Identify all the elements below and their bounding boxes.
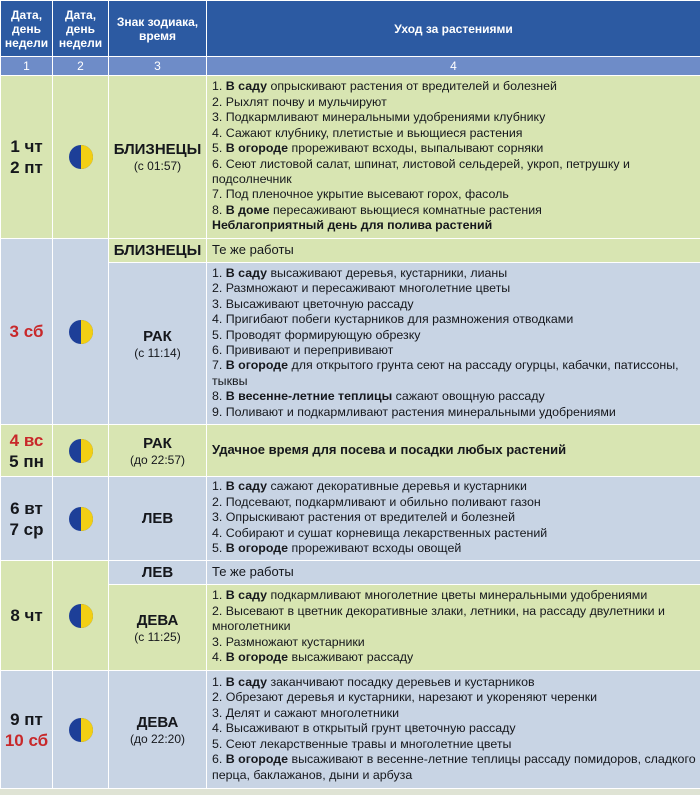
care-item-number: 8. xyxy=(212,202,226,217)
zodiac-cell xyxy=(109,585,207,671)
care-item-number: 1. xyxy=(212,79,226,94)
care-item-place: В огороде xyxy=(225,752,289,767)
moon-cell xyxy=(53,76,109,239)
care-item-number: 5. xyxy=(212,327,226,342)
care-item-place: В огороде xyxy=(225,358,289,373)
care-item-number: 6. xyxy=(212,343,226,357)
care-item-number: 1. xyxy=(212,588,226,603)
care-item-text: сажают декоративные деревья и кустарники xyxy=(267,479,527,494)
care-text: Те же работы xyxy=(212,564,294,580)
care-item xyxy=(212,110,696,125)
zodiac-time: (до 22:57) xyxy=(129,452,186,467)
zodiac-name: ДЕВА xyxy=(136,611,179,629)
care-item-number: 4. xyxy=(212,125,226,140)
care-item-number: 2. xyxy=(212,281,226,296)
column-number-1: 1 xyxy=(1,57,53,76)
care-item-text: Собирают и сушат корневища лекарственных растений xyxy=(225,525,548,540)
care-item-text: Сажают клубнику, плетистые и вьющиеся растения xyxy=(225,125,523,140)
care-item-text: Поливают и подкармливают растения минеральными удобрениями xyxy=(225,404,616,419)
care-item-text: высаживают в весенне-летние теплицы рассаду помидоров, сладкого перца, баклажанов, дыни и арбуза xyxy=(212,752,696,782)
zodiac-name: БЛИЗНЕЦЫ xyxy=(113,141,202,158)
moon-phase-icon xyxy=(68,144,94,170)
care-item xyxy=(212,95,696,110)
care-item-text: Размножают кустарники xyxy=(225,634,365,649)
zodiac-cell xyxy=(109,239,207,263)
care-item-number: 5. xyxy=(212,141,226,156)
zodiac-cell xyxy=(109,263,207,425)
care-item xyxy=(212,343,696,358)
care-item xyxy=(212,706,696,721)
date-day: 7 ср xyxy=(9,519,44,539)
care-item-number: 3. xyxy=(212,110,226,125)
care-item-number: 3. xyxy=(212,510,226,525)
care-item-place: В саду xyxy=(225,479,268,494)
moon-cell xyxy=(53,561,109,671)
care-cell xyxy=(207,425,700,477)
care-item-place: В доме xyxy=(225,202,270,217)
column-number-2: 2 xyxy=(53,57,109,76)
care-item-text: Пригибают побеги кустарников для размножения отводками xyxy=(225,312,574,327)
care-item-text: высаживают деревья, кустарники, лианы xyxy=(267,265,508,280)
care-item-text: высаживают рассаду xyxy=(288,650,414,665)
moon-cell xyxy=(53,477,109,561)
zodiac-name: ЛЕВ xyxy=(141,509,174,527)
care-item xyxy=(212,297,696,312)
moon-cell xyxy=(53,425,109,477)
care-item xyxy=(212,141,696,156)
care-item-text: прореживают всходы овощей xyxy=(288,541,462,556)
care-item-number: 3. xyxy=(212,634,226,649)
care-cell xyxy=(207,477,700,561)
header-zodiac: Знак зодиака, время xyxy=(109,1,207,57)
column-number-3: 3 xyxy=(109,57,207,76)
zodiac-time: (с 01:57) xyxy=(133,159,182,173)
care-item xyxy=(212,495,696,510)
care-item-number: 4. xyxy=(212,525,226,540)
care-item-text: Высаживают цветочную рассаду xyxy=(225,296,414,311)
zodiac-name: ДЕВА xyxy=(136,713,179,731)
care-item xyxy=(212,479,696,494)
care-cell xyxy=(207,76,700,239)
care-item-place: В саду xyxy=(225,79,268,94)
date-day: 5 пн xyxy=(9,451,44,471)
care-item-text: Под пленочное укрытие высевают горох, фасоль xyxy=(225,187,509,202)
care-item xyxy=(212,737,696,752)
date-day: 6 вт xyxy=(10,498,43,518)
date-cell xyxy=(1,561,53,671)
date-cell xyxy=(1,477,53,561)
care-cell xyxy=(207,585,700,671)
care-item-text: Подсевают, подкармливают и обильно поливают газон xyxy=(225,494,541,509)
moon-phase-icon xyxy=(68,506,94,532)
care-item-number: 5. xyxy=(212,541,226,556)
zodiac-name: РАК xyxy=(143,327,172,345)
care-item-place: В огороде xyxy=(225,541,289,556)
care-item-number: 2. xyxy=(212,690,226,705)
care-item-text: Обрезают деревья и кустарники, нарезают и укореняют черенки xyxy=(225,690,598,705)
care-text: Те же работы xyxy=(212,242,294,258)
care-item-number: 6. xyxy=(212,752,226,767)
zodiac-cell xyxy=(109,561,207,585)
care-item-number: 1. xyxy=(212,265,226,280)
care-item-number: 3. xyxy=(212,296,226,311)
care-item-text: Проводят формирующую обрезку xyxy=(225,327,421,342)
header-care: Уход за растениями xyxy=(207,1,700,57)
date-day: 4 вс xyxy=(9,430,44,450)
care-item xyxy=(212,541,696,556)
care-item-text: для открытого грунта сеют на рассаду огурцы, кабачки, патиссоны, тыквы xyxy=(212,358,679,388)
care-item-number: 5. xyxy=(212,736,226,751)
date-day: 2 пт xyxy=(10,158,43,177)
column-number-4: 4 xyxy=(207,57,700,76)
care-item-place: В саду xyxy=(225,265,268,280)
care-item xyxy=(212,650,696,665)
care-item xyxy=(212,635,696,650)
care-item-text: опрыскивают растения от вредителей и болезней xyxy=(267,79,557,94)
care-cell xyxy=(207,263,700,425)
care-item xyxy=(212,588,696,603)
care-item xyxy=(212,358,696,389)
care-item-number: 2. xyxy=(212,603,226,618)
moon-phase-icon xyxy=(68,717,94,743)
care-item-number: 9. xyxy=(212,404,226,419)
care-item xyxy=(212,187,696,202)
care-item-place: В огороде xyxy=(225,141,289,156)
moon-phase-icon xyxy=(68,438,94,464)
care-item-number: 7. xyxy=(212,187,226,202)
care-item-place: В саду xyxy=(225,675,268,690)
care-item-place: В весенне-летние теплицы xyxy=(225,389,393,404)
care-item xyxy=(212,203,696,218)
care-item-number: 2. xyxy=(212,494,226,509)
care-item-number: 6. xyxy=(212,156,226,171)
zodiac-name: ЛЕВ xyxy=(141,563,174,581)
care-item-number: 1. xyxy=(212,479,226,494)
care-item-number: 4. xyxy=(212,312,226,327)
moon-phase-icon xyxy=(68,603,94,629)
date-cell xyxy=(1,425,53,477)
zodiac-time: (с 11:14) xyxy=(134,345,181,360)
care-item xyxy=(212,752,696,783)
care-item xyxy=(212,510,696,525)
zodiac-time: (с 11:25) xyxy=(134,629,181,644)
date-cell xyxy=(1,671,53,789)
care-item-text: Прививают и перепрививают xyxy=(225,343,394,357)
care-note: Неблагоприятный день для полива растений xyxy=(212,218,493,233)
care-cell xyxy=(207,561,700,585)
header-date-2: Дата, день недели xyxy=(53,1,109,57)
care-item xyxy=(212,721,696,736)
zodiac-cell xyxy=(109,76,207,239)
care-cell xyxy=(207,671,700,789)
care-item xyxy=(212,266,696,281)
care-item-text: Сеют листовой салат, шпинат, листовой сельдерей, укроп, петрушку и подсолнечник xyxy=(212,156,630,186)
date-day: 3 сб xyxy=(9,322,44,341)
date-cell xyxy=(1,76,53,239)
date-day: 8 чт xyxy=(10,606,43,625)
care-item-text: заканчивают посадку деревьев и кустарников xyxy=(267,675,535,690)
care-item xyxy=(212,389,696,404)
zodiac-name: РАК xyxy=(143,434,172,452)
care-item-text: Рыхлят почву и мульчируют xyxy=(225,94,387,109)
care-item xyxy=(212,604,696,635)
care-item-text: сажают овощную рассаду xyxy=(392,389,545,404)
zodiac-cell xyxy=(109,671,207,789)
moon-cell xyxy=(53,239,109,425)
date-day: 1 чт xyxy=(10,137,43,156)
care-item-number: 4. xyxy=(212,650,226,665)
care-text: Удачное время для посева и посадки любых растений xyxy=(212,442,567,458)
care-item-place: В саду xyxy=(225,588,268,603)
care-cell xyxy=(207,239,700,263)
care-item-number: 3. xyxy=(212,705,226,720)
care-item-number: 1. xyxy=(212,675,226,690)
care-item-text: Высаживают в открытый грунт цветочную рассаду xyxy=(225,721,516,736)
care-item xyxy=(212,405,696,420)
date-day: 10 сб xyxy=(4,730,49,750)
care-item-number: 2. xyxy=(212,94,226,109)
date-day: 9 пт xyxy=(10,709,43,729)
date-cell xyxy=(1,239,53,425)
care-item xyxy=(212,126,696,141)
care-item xyxy=(212,690,696,705)
moon-phase-icon xyxy=(68,319,94,345)
care-item xyxy=(212,675,696,690)
zodiac-time: (до 22:20) xyxy=(129,731,186,746)
care-item xyxy=(212,328,696,343)
care-item-text: Опрыскивают растения от вредителей и болезней xyxy=(225,510,515,525)
care-item-number: 4. xyxy=(212,721,226,736)
care-item-text: Высевают в цветник декоративные злаки, летники, на рассаду двулетники и многолетники xyxy=(212,603,665,634)
care-item-number: 7. xyxy=(212,358,226,373)
zodiac-cell xyxy=(109,477,207,561)
care-item-text: подкармливают многолетние цветы минеральными удобрениями xyxy=(267,588,648,603)
care-item xyxy=(212,312,696,327)
zodiac-name: БЛИЗНЕЦЫ xyxy=(113,241,202,259)
header-date-1: Дата, день недели xyxy=(1,1,53,57)
care-item-text: Размножают и пересаживают многолетние цветы xyxy=(225,281,511,296)
zodiac-cell xyxy=(109,425,207,477)
care-item-place: В огороде xyxy=(225,650,289,665)
care-item-text: Сеют лекарственные травы и многолетние цветы xyxy=(225,736,512,751)
moon-cell xyxy=(53,671,109,789)
care-item-text: пересаживают вьющиеся комнатные растения xyxy=(269,202,542,217)
care-item xyxy=(212,526,696,541)
care-item xyxy=(212,79,696,94)
care-item xyxy=(212,157,696,188)
care-item xyxy=(212,281,696,296)
care-item-text: Делят и сажают многолетники xyxy=(225,705,400,720)
care-item-text: Подкармливают минеральными удобрениями клубнику xyxy=(225,110,546,125)
care-item-text: прореживают всходы, выпалывают сорняки xyxy=(288,141,544,156)
care-item-number: 8. xyxy=(212,389,226,404)
